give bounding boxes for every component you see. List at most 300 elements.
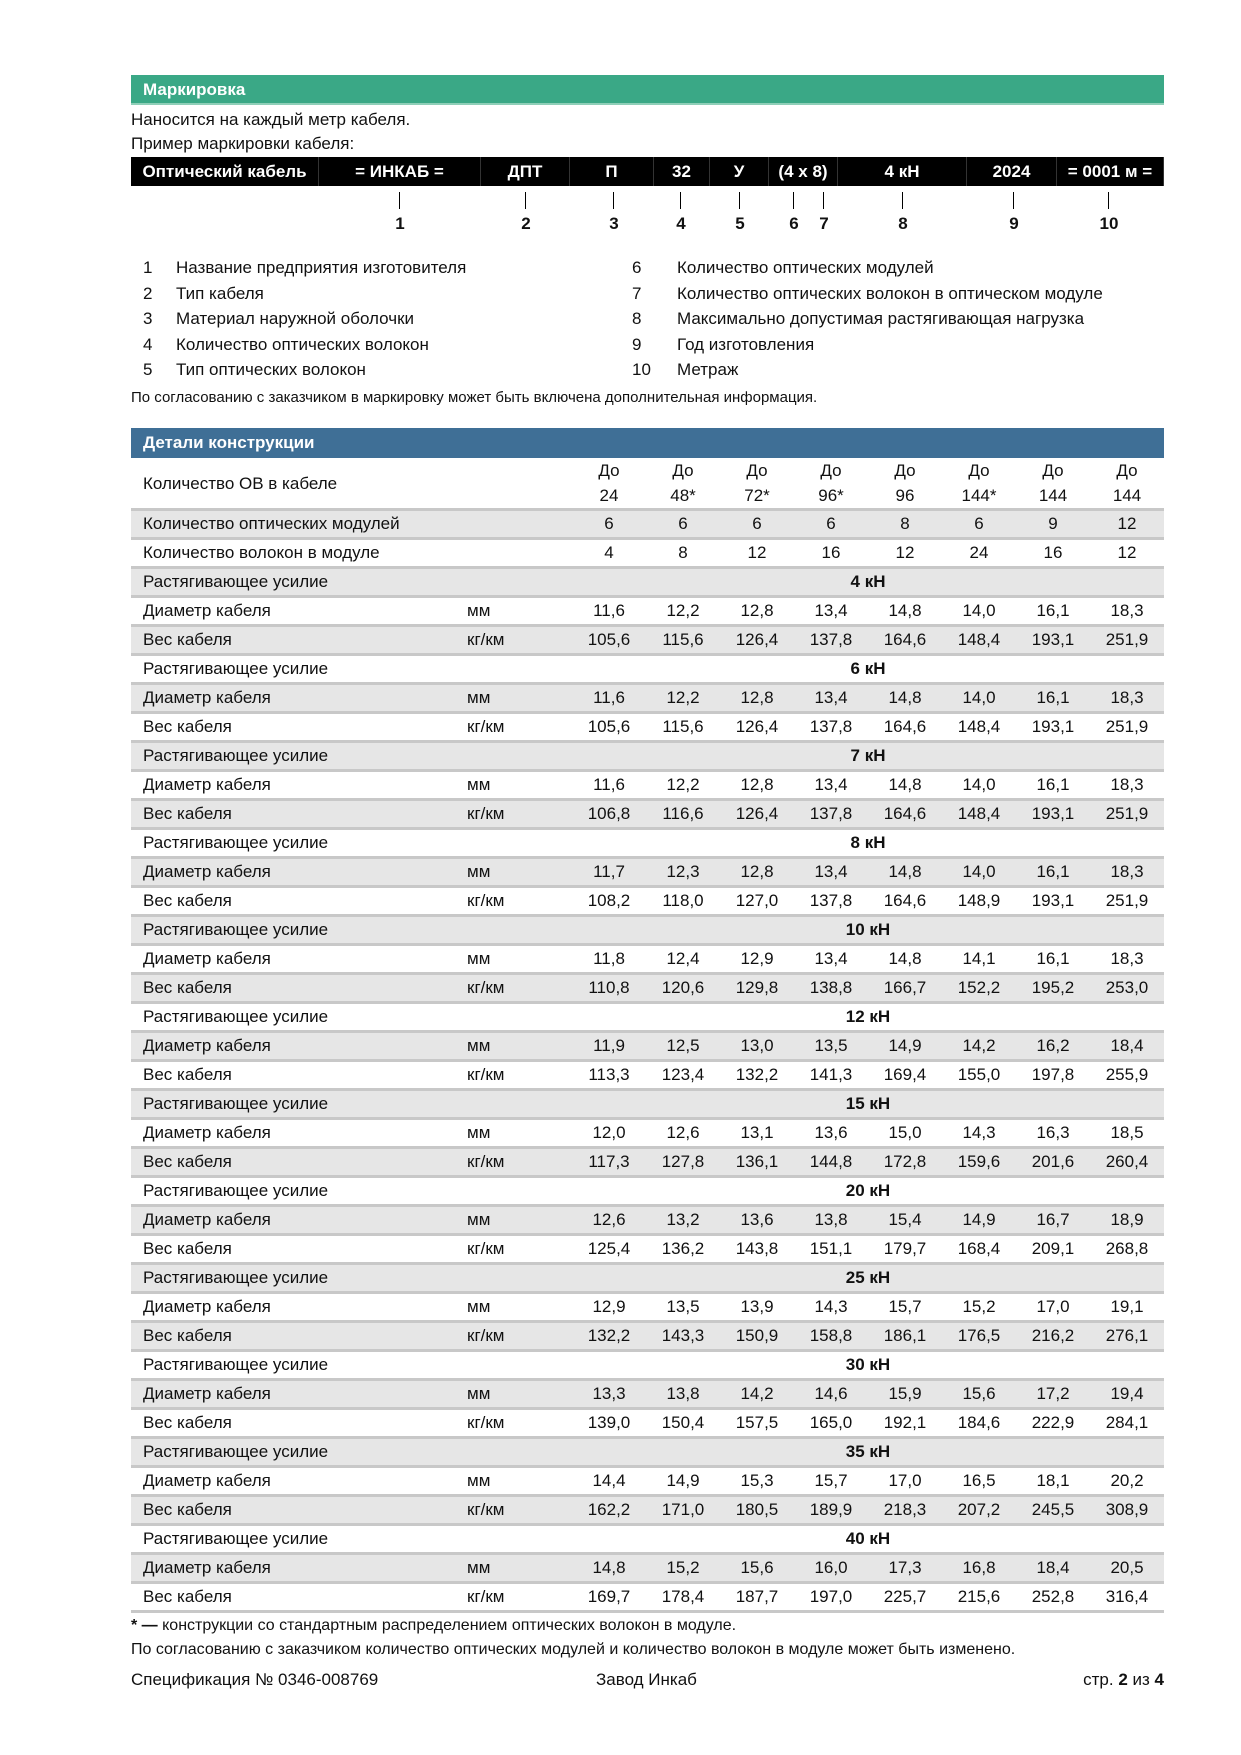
value-cell: 13,5 [794,1033,868,1062]
legend-text: Тип оптических волокон [176,360,366,380]
value-cell: 150,9 [720,1323,794,1352]
page-current: 2 [1118,1670,1128,1689]
tension-value: 12 кН [572,1004,1164,1033]
value-cell: 308,9 [1090,1497,1164,1526]
unit-cell: кг/км [455,888,572,917]
value-cell: 180,5 [720,1497,794,1526]
value-cell: 169,4 [868,1062,942,1091]
fiber-count-value: 96 [895,486,915,505]
value-cell: 193,1 [1016,888,1090,917]
marking-segment: П [570,157,654,186]
pointer-line [1108,192,1109,209]
row-label: Вес кабеля [131,627,455,656]
weight-row [131,1149,1164,1178]
value-cell: 12,6 [646,1120,720,1149]
value-cell: 14,9 [942,1207,1016,1236]
diameter-row [131,1207,1164,1236]
value-cell: 13,0 [720,1033,794,1062]
value-cell: 155,0 [942,1062,1016,1091]
value-cell: 16,1 [1016,859,1090,888]
legend-number: 2 [143,283,153,303]
value-cell: 14,0 [942,772,1016,801]
value-cell: 164,6 [868,801,942,830]
value-cell: 260,4 [1090,1149,1164,1178]
tension-value: 40 кН [572,1526,1164,1555]
value-cell: 17,2 [1016,1381,1090,1410]
value-cell: 127,0 [720,888,794,917]
value-cell: 11,8 [572,946,646,975]
value-cell: 14,9 [868,1033,942,1062]
value-cell: 251,9 [1090,801,1164,830]
fiber-count-value: 24 [599,486,619,505]
value-cell: 20,5 [1090,1555,1164,1584]
pointer-number: 2 [521,214,531,233]
unit-cell [455,511,572,540]
fiber-count-cell [868,458,942,511]
row-label: Растягивающее усилие [131,1352,455,1381]
value-cell: 11,7 [572,859,646,888]
tension-value: 35 кН [572,1439,1164,1468]
tension-value: 20 кН [572,1178,1164,1207]
value-cell: 187,7 [720,1584,794,1613]
value-cell: 18,4 [1016,1555,1090,1584]
weight-row [131,1497,1164,1526]
unit-cell: мм [455,946,572,975]
value-cell: 15,6 [942,1381,1016,1410]
value-cell: 8 [868,511,942,540]
value-cell: 108,2 [572,888,646,917]
value-cell: 16,2 [1016,1033,1090,1062]
value-cell: 16,7 [1016,1207,1090,1236]
fiber-count-prefix: До [820,461,842,480]
value-cell: 137,8 [794,714,868,743]
value-cell: 12,8 [720,772,794,801]
unit-cell: мм [455,598,572,627]
value-cell: 164,6 [868,888,942,917]
value-cell: 106,8 [572,801,646,830]
marking-note: По согласованию с заказчиком в маркировку может быть включена дополнительная информация. [131,389,818,406]
value-cell: 13,9 [720,1294,794,1323]
legend-text: Количество оптических волокон в оптическом модуле [677,283,1103,303]
row-label: Диаметр кабеля [131,1294,455,1323]
value-cell: 12 [720,540,794,569]
row-label: Вес кабеля [131,1062,455,1091]
value-cell: 12,5 [646,1033,720,1062]
value-cell: 245,5 [1016,1497,1090,1526]
row-label: Диаметр кабеля [131,685,455,714]
value-cell: 148,9 [942,888,1016,917]
legend-text: Количество оптических волокон [176,334,429,354]
value-cell: 11,6 [572,685,646,714]
value-cell: 201,6 [1016,1149,1090,1178]
value-cell: 14,8 [868,772,942,801]
value-cell: 138,8 [794,975,868,1004]
legend-text: Максимально допустимая растягивающая нагрузка [677,309,1085,329]
value-cell: 14,0 [942,685,1016,714]
fiber-count-prefix: До [598,461,620,480]
unit-cell [455,917,572,946]
fiber-count-prefix: До [1116,461,1138,480]
row-label: Диаметр кабеля [131,1120,455,1149]
row-label: Растягивающее усилие [131,917,455,946]
value-cell: 197,0 [794,1584,868,1613]
row-label: Растягивающее усилие [131,1526,455,1555]
diameter-row [131,1381,1164,1410]
value-cell: 166,7 [868,975,942,1004]
value-cell: 276,1 [1090,1323,1164,1352]
row-label: Вес кабеля [131,1410,455,1439]
unit-cell [455,458,572,511]
value-cell: 189,9 [794,1497,868,1526]
value-cell: 18,1 [1016,1468,1090,1497]
tension-row [131,1004,1164,1033]
pointer-line [823,192,824,209]
value-cell: 113,3 [572,1062,646,1091]
value-cell: 129,8 [720,975,794,1004]
value-cell: 162,2 [572,1497,646,1526]
value-cell: 125,4 [572,1236,646,1265]
diameter-row [131,1555,1164,1584]
value-cell: 15,3 [720,1468,794,1497]
unit-cell: мм [455,685,572,714]
row-label: Вес кабеля [131,975,455,1004]
footer-spec: Спецификация № 0346-008769 [131,1670,379,1689]
row-label: Количество волокон в модуле [131,540,455,569]
value-cell: 193,1 [1016,801,1090,830]
value-cell: 159,6 [942,1149,1016,1178]
weight-row [131,975,1164,1004]
marking-segment: 32 [654,157,710,186]
weight-row [131,888,1164,917]
pointer-number: 3 [609,214,619,233]
weight-row [131,1410,1164,1439]
value-cell: 14,8 [868,859,942,888]
value-cell: 14,8 [868,685,942,714]
legend-number: 8 [632,309,642,329]
value-cell: 12,2 [646,772,720,801]
value-cell: 13,6 [794,1120,868,1149]
value-cell: 251,9 [1090,714,1164,743]
row-label: Диаметр кабеля [131,1381,455,1410]
fiber-count-cell [1016,458,1090,511]
value-cell: 126,4 [720,714,794,743]
unit-cell: мм [455,1033,572,1062]
footnote-2: По согласованию с заказчиком количество оптических модулей и количество волокон в модуле может быть изменено. [131,1641,1016,1658]
value-cell: 13,2 [646,1207,720,1236]
row-label: Количество ОВ в кабеле [131,458,455,511]
tension-value: 4 кН [572,569,1164,598]
row-label: Диаметр кабеля [131,1207,455,1236]
legend-number: 5 [143,360,153,380]
value-cell: 12 [1090,540,1164,569]
value-cell: 132,2 [720,1062,794,1091]
value-cell: 14,0 [942,859,1016,888]
details-section-header: Детали конструкции [131,428,1164,458]
value-cell: 14,2 [942,1033,1016,1062]
value-cell: 12 [1090,511,1164,540]
row-label: Диаметр кабеля [131,859,455,888]
value-cell: 14,3 [794,1294,868,1323]
marking-example-bar [131,157,1164,186]
value-cell: 132,2 [572,1323,646,1352]
legend-number: 10 [632,360,651,380]
unit-cell: мм [455,1555,572,1584]
legend-text: Метраж [677,360,739,380]
row-label: Растягивающее усилие [131,656,455,685]
pointer-number: 9 [1009,214,1019,233]
row-label: Растягивающее усилие [131,743,455,772]
row-label: Растягивающее усилие [131,1091,455,1120]
legend-number: 6 [632,258,642,277]
value-cell: 13,4 [794,772,868,801]
value-cell: 13,4 [794,946,868,975]
value-cell: 251,9 [1090,888,1164,917]
value-cell: 143,3 [646,1323,720,1352]
legend-number: 3 [143,309,153,329]
diameter-row [131,1120,1164,1149]
value-cell: 4 [572,540,646,569]
pointer-number: 1 [395,214,405,233]
fiber-count-prefix: До [894,461,916,480]
tension-row [131,1091,1164,1120]
value-cell: 222,9 [1016,1410,1090,1439]
value-cell: 15,2 [646,1555,720,1584]
unit-cell: кг/км [455,627,572,656]
tension-value: 7 кН [572,743,1164,772]
value-cell: 16 [794,540,868,569]
value-cell: 253,0 [1090,975,1164,1004]
value-cell: 120,6 [646,975,720,1004]
value-cell: 115,6 [646,714,720,743]
value-cell: 12,9 [720,946,794,975]
value-cell: 169,7 [572,1584,646,1613]
value-cell: 13,5 [646,1294,720,1323]
value-cell: 148,4 [942,627,1016,656]
value-cell: 12,8 [720,685,794,714]
modules-row [131,511,1164,540]
value-cell: 316,4 [1090,1584,1164,1613]
value-cell: 137,8 [794,627,868,656]
row-label: Количество оптических модулей [131,511,455,540]
tension-row [131,1265,1164,1294]
value-cell: 178,4 [646,1584,720,1613]
fiber-count-cell [646,458,720,511]
value-cell: 143,8 [720,1236,794,1265]
value-cell: 15,4 [868,1207,942,1236]
value-cell: 14,3 [942,1120,1016,1149]
value-cell: 157,5 [720,1410,794,1439]
legend-number: 1 [143,258,153,277]
diameter-row [131,1294,1164,1323]
value-cell: 18,9 [1090,1207,1164,1236]
fiber-count-prefix: До [968,461,990,480]
value-cell: 14,0 [942,598,1016,627]
value-cell: 11,6 [572,772,646,801]
row-label: Диаметр кабеля [131,1468,455,1497]
row-label: Растягивающее усилие [131,1265,455,1294]
value-cell: 14,6 [794,1381,868,1410]
value-cell: 13,3 [572,1381,646,1410]
unit-cell: кг/км [455,1410,572,1439]
fiber-count-prefix: До [672,461,694,480]
unit-cell: кг/км [455,801,572,830]
construction-table [131,458,1164,1613]
value-cell: 12,0 [572,1120,646,1149]
pointer-line [525,192,526,209]
value-cell: 16,1 [1016,685,1090,714]
unit-cell [455,1526,572,1555]
unit-cell [455,656,572,685]
value-cell: 192,1 [868,1410,942,1439]
value-cell: 218,3 [868,1497,942,1526]
marking-section-header: Маркировка [131,75,1164,105]
page-prefix: стр. [1083,1670,1119,1689]
tension-row [131,1526,1164,1555]
value-cell: 14,4 [572,1468,646,1497]
value-cell: 12,2 [646,598,720,627]
fiber-count-cell [720,458,794,511]
value-cell: 19,1 [1090,1294,1164,1323]
value-cell: 16,1 [1016,946,1090,975]
value-cell: 6 [794,511,868,540]
value-cell: 255,9 [1090,1062,1164,1091]
value-cell: 16,5 [942,1468,1016,1497]
value-cell: 13,8 [646,1381,720,1410]
fiber-count-value: 96* [818,486,844,505]
unit-cell: кг/км [455,1584,572,1613]
value-cell: 13,1 [720,1120,794,1149]
unit-cell: кг/км [455,1062,572,1091]
value-cell: 19,4 [1090,1381,1164,1410]
value-cell: 18,3 [1090,772,1164,801]
unit-cell [455,1352,572,1381]
value-cell: 12 [868,540,942,569]
row-label: Растягивающее усилие [131,1178,455,1207]
value-cell: 6 [942,511,1016,540]
legend-number: 9 [632,334,642,354]
row-label: Растягивающее усилие [131,1004,455,1033]
value-cell: 148,4 [942,714,1016,743]
footer-page-number [1083,1670,1164,1690]
tension-row [131,1439,1164,1468]
value-cell: 172,8 [868,1149,942,1178]
row-label: Растягивающее усилие [131,1439,455,1468]
tension-row [131,1352,1164,1381]
unit-cell: кг/км [455,1236,572,1265]
marking-segment: 4 кН [838,157,967,186]
tension-value: 8 кН [572,830,1164,859]
tension-value: 15 кН [572,1091,1164,1120]
tension-value: 30 кН [572,1352,1164,1381]
footnote-marker: * — [131,1617,158,1634]
value-cell: 18,3 [1090,685,1164,714]
weight-row [131,801,1164,830]
unit-cell: мм [455,1294,572,1323]
value-cell: 18,3 [1090,859,1164,888]
row-label: Вес кабеля [131,1323,455,1352]
value-cell: 151,1 [794,1236,868,1265]
legend-number: 4 [143,334,153,354]
unit-cell [455,569,572,598]
unit-cell: мм [455,1120,572,1149]
value-cell: 14,8 [868,946,942,975]
fiber-count-cell [794,458,868,511]
legend-text: Тип кабеля [176,283,264,303]
value-cell: 209,1 [1016,1236,1090,1265]
pointer-number: 7 [819,214,829,233]
value-cell: 105,6 [572,627,646,656]
row-label: Вес кабеля [131,1149,455,1178]
row-label: Растягивающее усилие [131,830,455,859]
marking-description: Наносится на каждый метр кабеля. [131,110,411,129]
value-cell: 171,0 [646,1497,720,1526]
value-cell: 126,4 [720,627,794,656]
value-cell: 115,6 [646,627,720,656]
value-cell: 18,3 [1090,946,1164,975]
weight-row [131,1062,1164,1091]
value-cell: 152,2 [942,975,1016,1004]
value-cell: 14,1 [942,946,1016,975]
value-cell: 216,2 [1016,1323,1090,1352]
tension-row [131,743,1164,772]
legend-text: Название предприятия изготовителя [176,258,467,277]
value-cell: 284,1 [1090,1410,1164,1439]
tension-row [131,569,1164,598]
unit-cell [455,1265,572,1294]
diameter-row [131,1468,1164,1497]
value-cell: 195,2 [1016,975,1090,1004]
value-cell: 207,2 [942,1497,1016,1526]
value-cell: 193,1 [1016,627,1090,656]
value-cell: 144,8 [794,1149,868,1178]
value-cell: 176,5 [942,1323,1016,1352]
value-cell: 193,1 [1016,714,1090,743]
pointer-line [613,192,614,209]
value-cell: 15,0 [868,1120,942,1149]
row-label: Вес кабеля [131,714,455,743]
pointer-line [680,192,681,209]
pointer-line [399,192,400,209]
value-cell: 12,4 [646,946,720,975]
tension-row [131,830,1164,859]
unit-cell: кг/км [455,1323,572,1352]
value-cell: 12,6 [572,1207,646,1236]
value-cell: 164,6 [868,714,942,743]
value-cell: 18,5 [1090,1120,1164,1149]
value-cell: 15,9 [868,1381,942,1410]
diameter-row [131,1033,1164,1062]
tension-value: 25 кН [572,1265,1164,1294]
value-cell: 13,4 [794,685,868,714]
value-cell: 168,4 [942,1236,1016,1265]
marking-segment: У [710,157,769,186]
unit-cell: мм [455,859,572,888]
legend-text: Материал наружной оболочки [176,309,415,329]
row-label: Диаметр кабеля [131,772,455,801]
pointer-number: 8 [898,214,908,233]
value-cell: 136,1 [720,1149,794,1178]
value-cell: 110,8 [572,975,646,1004]
unit-cell [455,1091,572,1120]
fiber-count-value: 48* [670,486,696,505]
value-cell: 12,8 [720,859,794,888]
marking-segment: 2024 [967,157,1057,186]
tension-value: 6 кН [572,656,1164,685]
value-cell: 16,3 [1016,1120,1090,1149]
value-cell: 14,2 [720,1381,794,1410]
fibers-per-module-row [131,540,1164,569]
value-cell: 18,3 [1090,598,1164,627]
